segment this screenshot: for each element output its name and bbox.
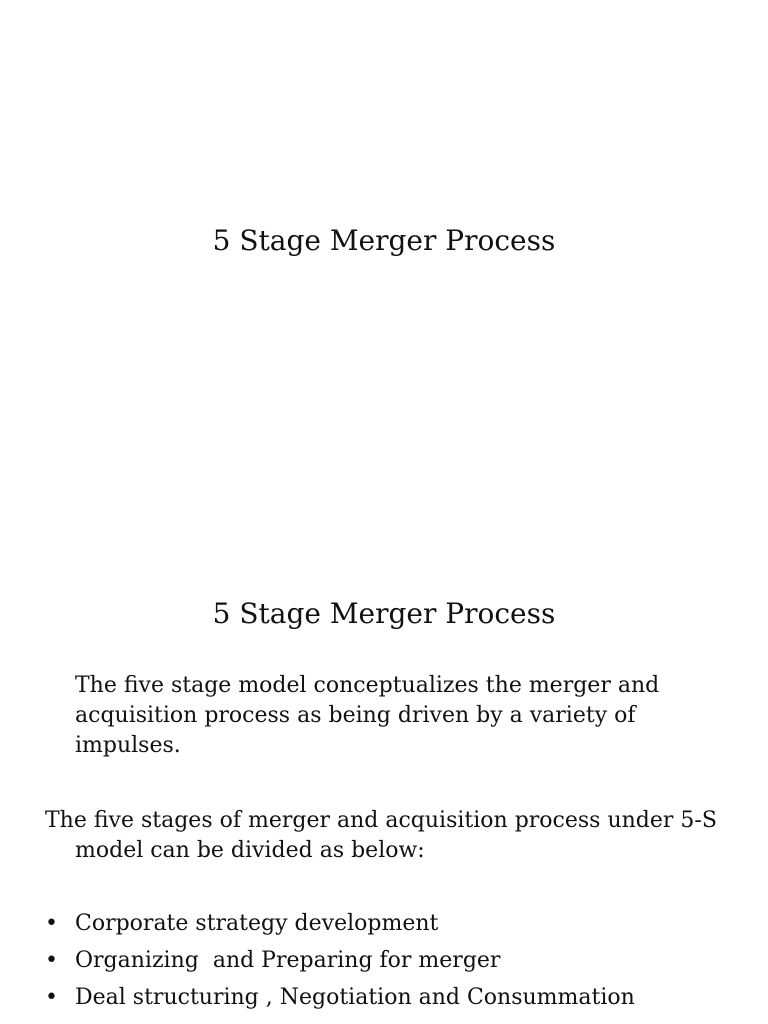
slide-1-title: 5 Stage Merger Process	[212, 224, 556, 257]
bullet-icon: •	[45, 985, 58, 1010]
list-item-text: Deal structuring , Negotiation and Consummation	[75, 985, 635, 1010]
stages-intro-paragraph: The five stages of merger and acquisition process under 5-S model can be divided as below:	[45, 808, 717, 863]
bullet-icon: •	[45, 948, 58, 973]
slide-2-title: 5 Stage Merger Process	[212, 597, 556, 630]
list-item	[45, 909, 635, 946]
list-item-text: Organizing and Preparing for merger	[75, 948, 501, 973]
list-item	[45, 946, 635, 983]
list-item	[45, 983, 635, 1020]
slide-2	[0, 560, 768, 1024]
intro-paragraph: The five stage model conceptualizes the merger and acquisition process as being driven by a variety of impulses.	[75, 673, 660, 758]
stages-bullet-list	[45, 909, 635, 1020]
list-item-text: Corporate strategy development	[75, 911, 439, 936]
bullet-icon: •	[45, 911, 58, 936]
